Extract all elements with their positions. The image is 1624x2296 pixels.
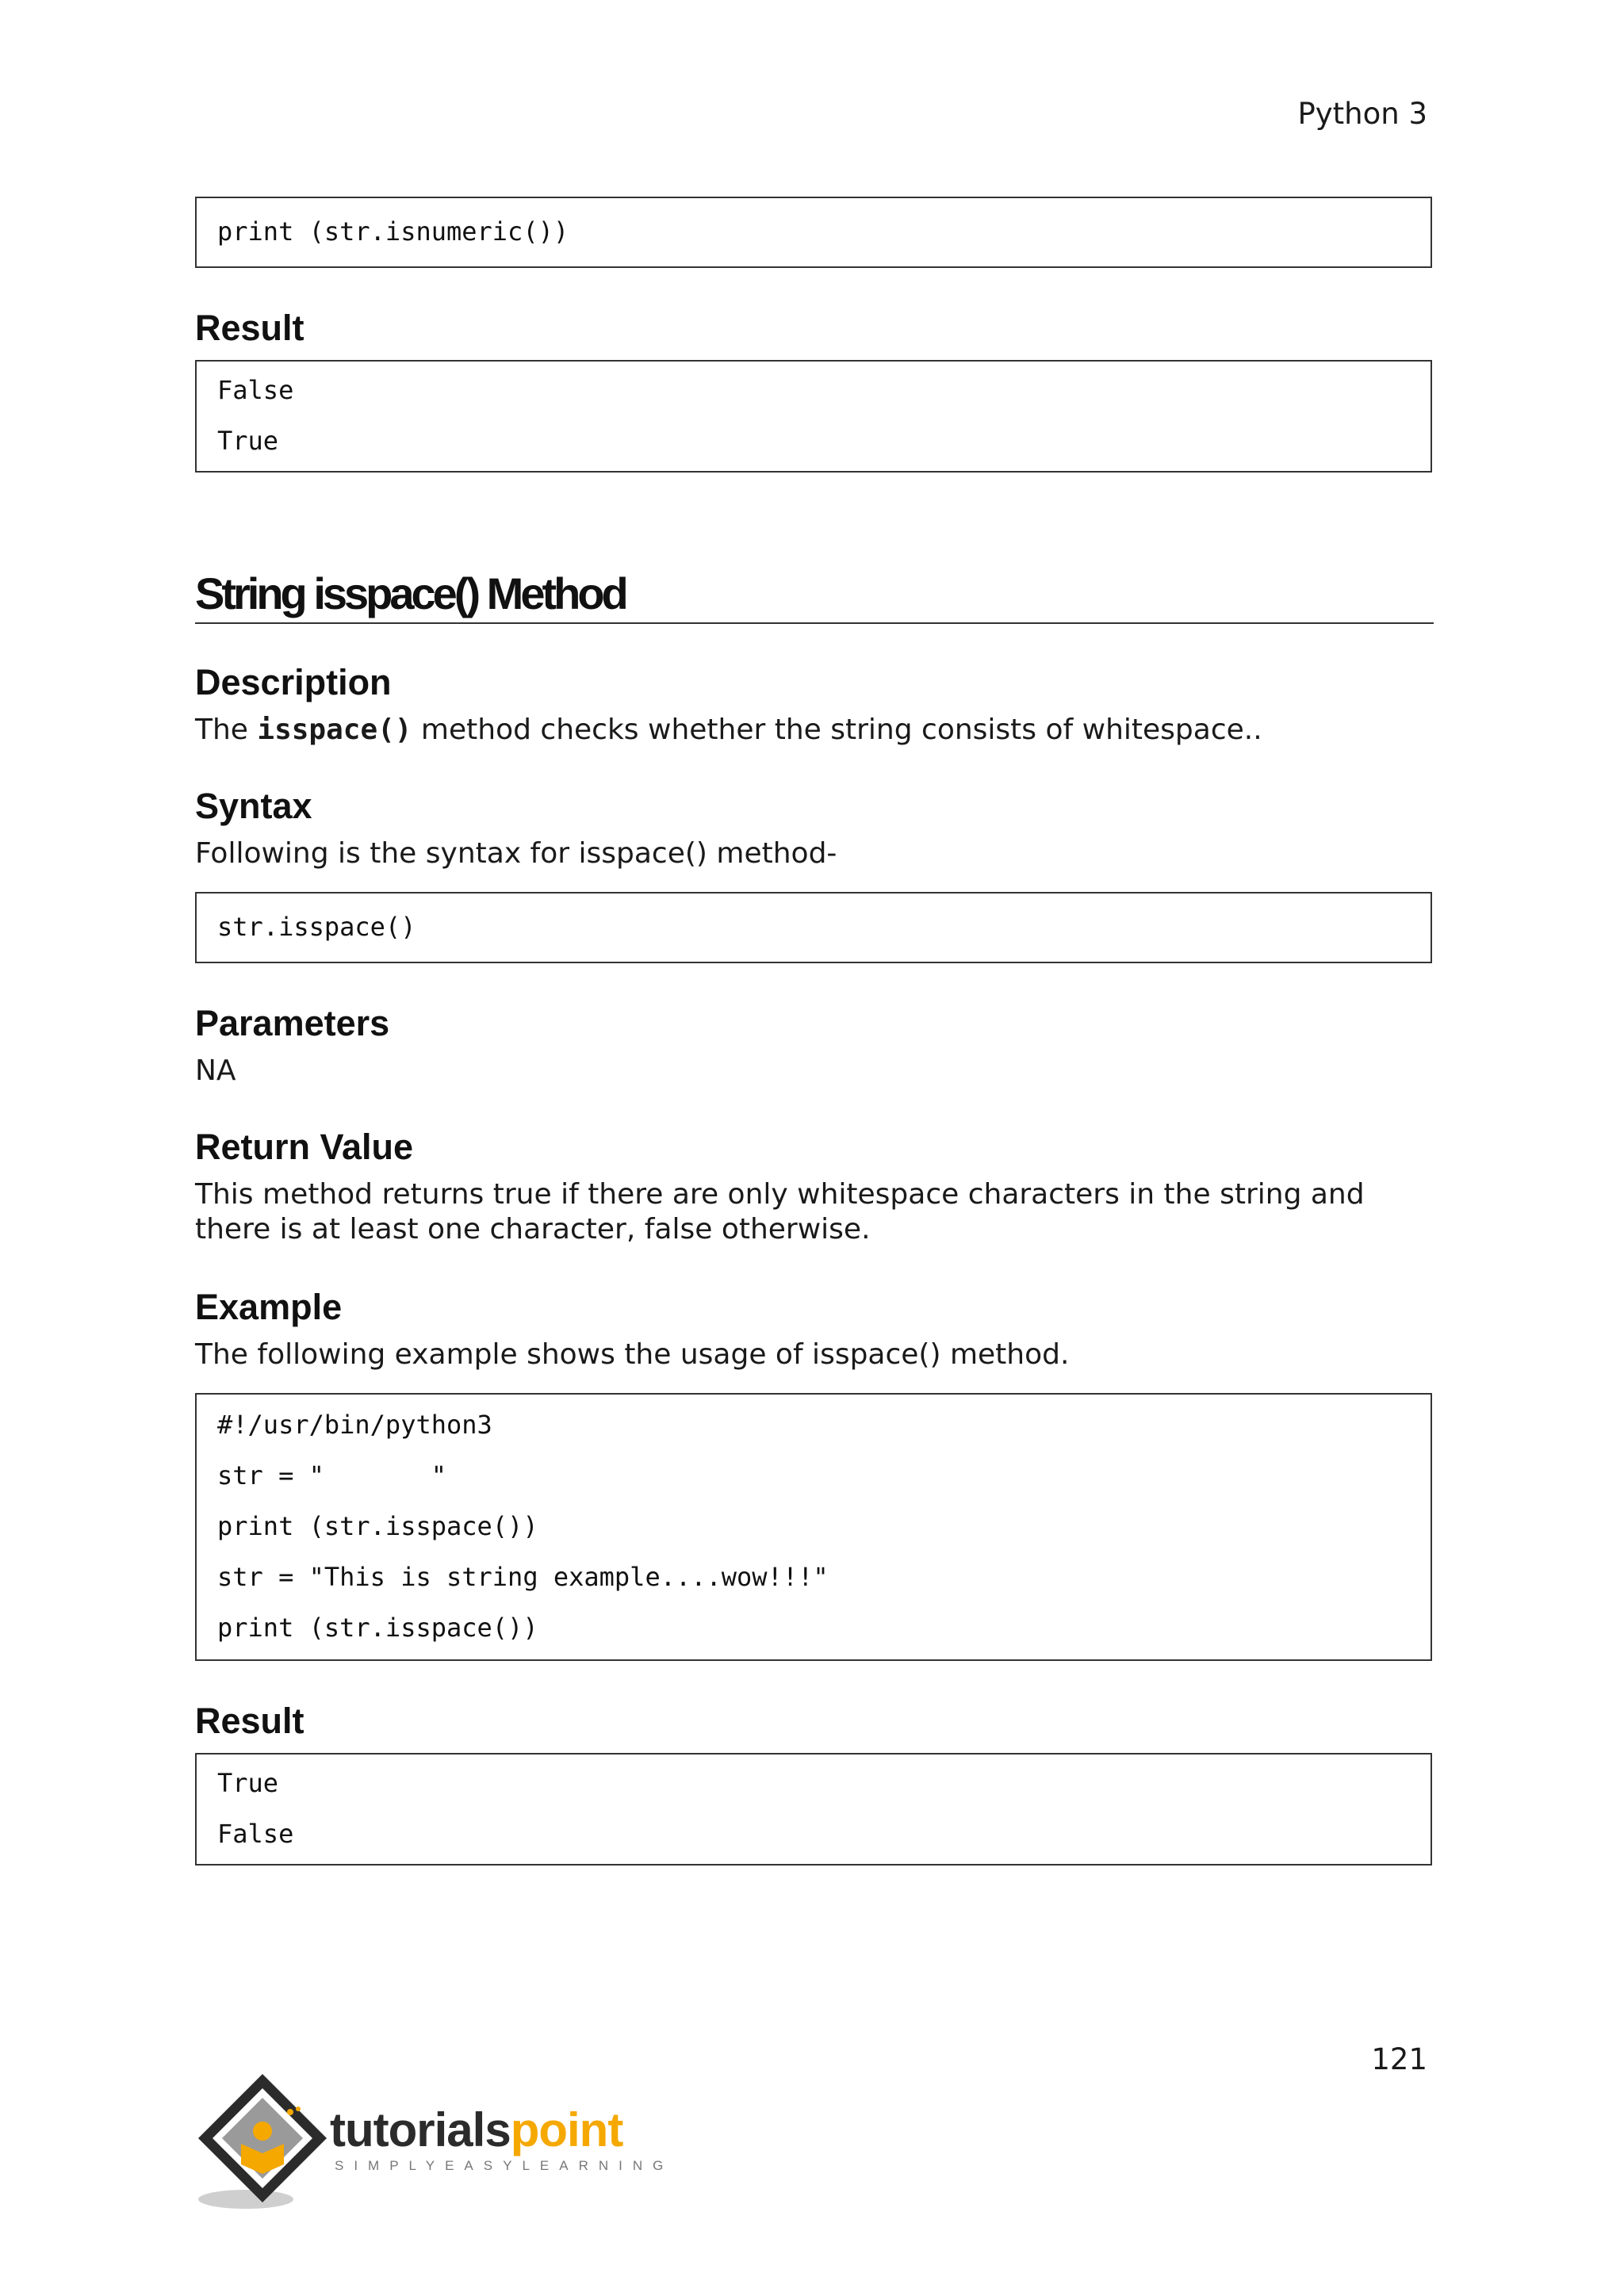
logo-mark-icon <box>195 2071 338 2214</box>
result-line: True <box>217 1768 279 1798</box>
tutorialspoint-logo <box>195 2071 674 2214</box>
syntax-heading: Syntax <box>195 786 312 826</box>
code-line: print (str.isspace()) <box>217 1511 538 1541</box>
code-line: str.isspace() <box>217 912 416 942</box>
page-content <box>195 197 1432 1866</box>
logo-wordmark <box>330 2103 622 2157</box>
code-block-syntax <box>195 892 1432 963</box>
code-line: str = " " <box>217 1460 446 1490</box>
result-line: False <box>217 375 294 405</box>
parameters-text: NA <box>195 1054 236 1087</box>
result-block-isspace <box>195 1753 1432 1866</box>
return-value-text: This method returns true if there are only whitespace characters in the string and there is at least one character, false otherwise. <box>195 1178 1365 1246</box>
code-line: print (str.isnumeric()) <box>217 216 569 247</box>
syntax-text: Following is the syntax for isspace() method- <box>195 837 837 870</box>
result-block-isnumeric <box>195 360 1432 473</box>
example-heading: Example <box>195 1287 343 1327</box>
code-block-example <box>195 1393 1432 1661</box>
logo-text-accent: point <box>510 2103 623 2156</box>
code-line: print (str.isspace()) <box>217 1613 538 1643</box>
page-number: 121 <box>1371 2042 1427 2076</box>
example-text: The following example shows the usage of isspace() method. <box>195 1338 1070 1371</box>
return-value-heading: Return Value <box>195 1127 414 1167</box>
parameters-heading: Parameters <box>195 1003 390 1043</box>
result-heading: Result <box>195 308 304 348</box>
logo-text-dark: tutorials <box>330 2103 511 2156</box>
code-line: #!/usr/bin/python3 <box>217 1410 492 1440</box>
code-line: str = "This is string example....wow!!!" <box>217 1562 829 1592</box>
section-title: String isspace() Method <box>195 568 1434 624</box>
result-heading: Result <box>195 1701 304 1741</box>
description-text <box>195 713 1432 748</box>
result-line: True <box>217 426 279 456</box>
running-header: Python 3 <box>1297 97 1427 131</box>
description-heading: Description <box>195 662 392 702</box>
description-text-before: The <box>195 714 258 746</box>
code-block-isnumeric <box>195 197 1432 268</box>
result-line: False <box>217 1819 294 1849</box>
method-name: isspace() <box>257 714 412 746</box>
logo-tagline: SIMPLYEASYLEARNING <box>335 2158 674 2173</box>
description-text-after: method checks whether the string consists of whitespace.. <box>412 714 1262 746</box>
